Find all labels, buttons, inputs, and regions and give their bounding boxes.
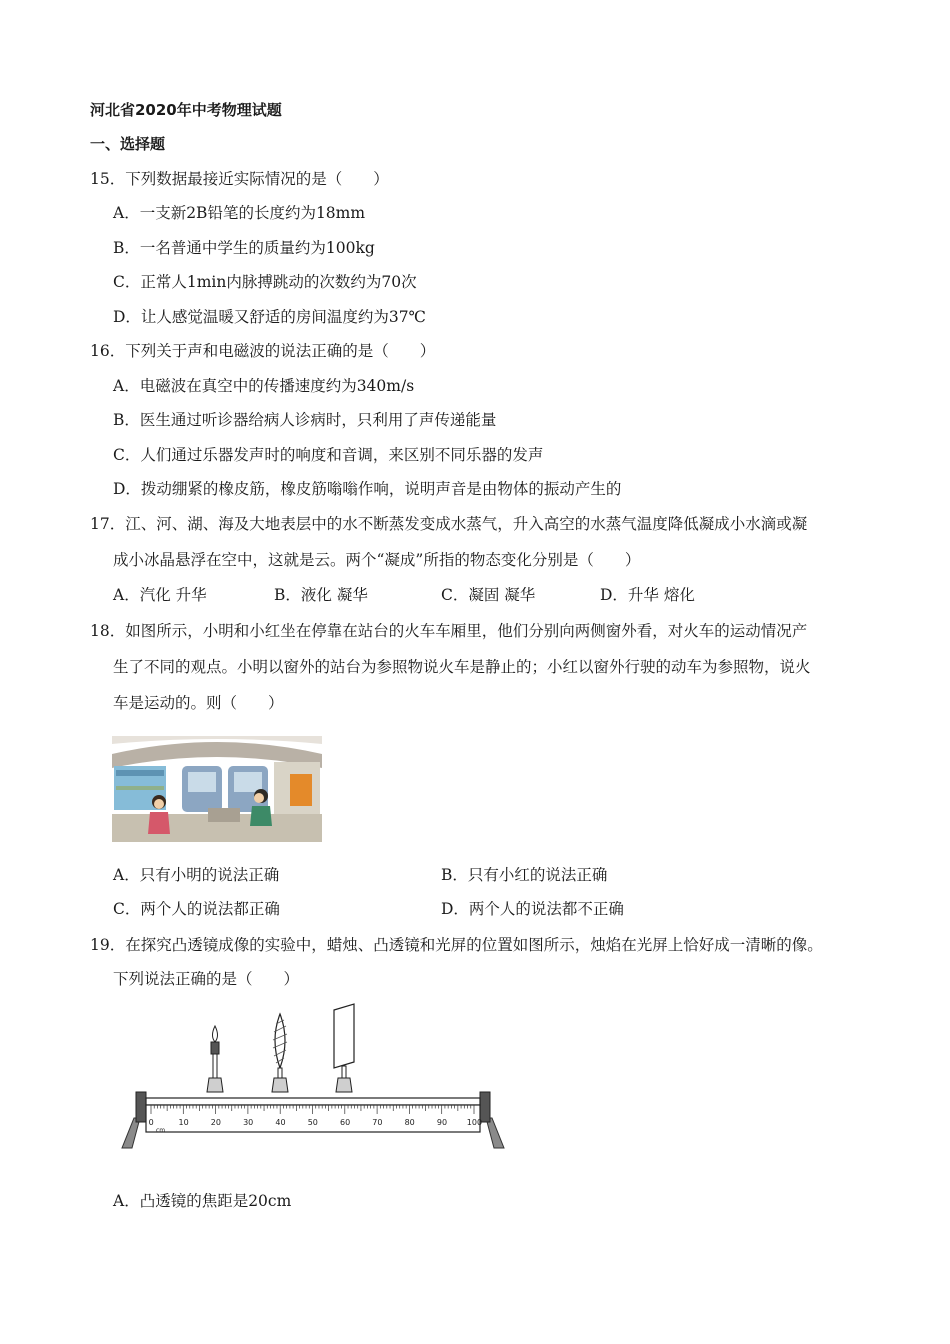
ruler-tick-label: 90 xyxy=(436,1118,448,1127)
ruler-tick-label: 10 xyxy=(178,1118,189,1127)
q16-option-c: C．人们通过乐器发声时的响度和音调，来区别不同乐器的发声 xyxy=(113,446,544,464)
q15-option-c: C．正常人1min内脉搏跳动的次数约为70次 xyxy=(113,273,417,291)
q16-stem: 16．下列关于声和电磁波的说法正确的是（ ） xyxy=(90,342,436,360)
ruler-tick-label: 60 xyxy=(340,1118,351,1127)
q15-option-a: A．一支新2B铅笔的长度约为18mm xyxy=(113,204,366,222)
q18-option-a: A．只有小明的说法正确 xyxy=(113,866,280,884)
q17-option-b: B．液化 凝华 xyxy=(274,586,368,604)
doc-title: 河北省2020年中考物理试题 xyxy=(90,101,282,119)
ruler-tick-label: 70 xyxy=(372,1118,383,1127)
ruler-tick-label: 0 xyxy=(148,1118,154,1127)
ruler-tick-label: 30 xyxy=(243,1118,254,1127)
ruler-tick-label: 80 xyxy=(404,1118,415,1127)
section-heading: 一、选择题 xyxy=(90,135,166,153)
q18-option-d: D．两个人的说法都不正确 xyxy=(441,900,624,918)
q17-stem-line2: 成小冰晶悬浮在空中，这就是云。两个“凝成”所指的物态变化分别是（ ） xyxy=(113,551,641,569)
ruler-tick-label: 100 xyxy=(466,1118,483,1127)
train-carriage-illustration xyxy=(112,736,322,842)
q19-stem-line1: 19．在探究凸透镜成像的实验中，蜡烛、凸透镜和光屏的位置如图所示，烛焰在光屏上恰好成一清晰的像。 xyxy=(90,936,823,954)
q17-option-c: C．凝固 凝华 xyxy=(441,586,536,604)
optical-bench-diagram xyxy=(118,1000,508,1152)
ruler-unit: cm xyxy=(156,1127,166,1134)
candle xyxy=(207,1026,223,1092)
q18-stem-line3: 车是运动的。则（ ） xyxy=(113,694,284,712)
q15-option-b: B．一名普通中学生的质量约为100kg xyxy=(113,239,375,257)
ruler-tick-label: 40 xyxy=(275,1118,286,1127)
q18-option-c: C．两个人的说法都正确 xyxy=(113,900,280,918)
q15-stem: 15．下列数据最接近实际情况的是（ ） xyxy=(90,170,389,188)
q18-stem-line1: 18．如图所示，小明和小红坐在停靠在站台的火车车厢里，他们分别向两侧窗外看，对火车的运动情况产 xyxy=(90,622,808,640)
q16-option-b: B．医生通过听诊器给病人诊病时，只利用了声传递能量 xyxy=(113,411,497,429)
q18-option-b: B．只有小红的说法正确 xyxy=(441,866,608,884)
q15-option-d: D．让人感觉温暖又舒适的房间温度约为37℃ xyxy=(113,308,426,326)
q17-option-d: D．升华 熔化 xyxy=(600,586,695,604)
q18-stem-line2: 生了不同的观点。小明以窗外的站台为参照物说火车是静止的；小红以窗外行驶的动车为参照物，说火 xyxy=(113,658,811,676)
q19-option-a: A．凸透镜的焦距是20cm xyxy=(113,1192,292,1210)
q19-stem-line2: 下列说法正确的是（ ） xyxy=(113,970,300,988)
q16-option-a: A．电磁波在真空中的传播速度约为340m/s xyxy=(113,377,415,395)
ruler-tick-label: 20 xyxy=(210,1118,221,1127)
ruler-tick-label: 50 xyxy=(307,1118,318,1127)
light-screen xyxy=(334,1004,354,1092)
convex-lens xyxy=(272,1014,288,1092)
q17-stem-line1: 17．江、河、湖、海及大地表层中的水不断蒸发变成水蒸气，升入高空的水蒸气温度降低凝成小水滴或凝 xyxy=(90,515,808,533)
q17-option-a: A．汽化 升华 xyxy=(113,586,207,604)
q16-option-d: D．拨动绷紧的橡皮筋，橡皮筋嗡嗡作响，说明声音是由物体的振动产生的 xyxy=(113,480,622,498)
